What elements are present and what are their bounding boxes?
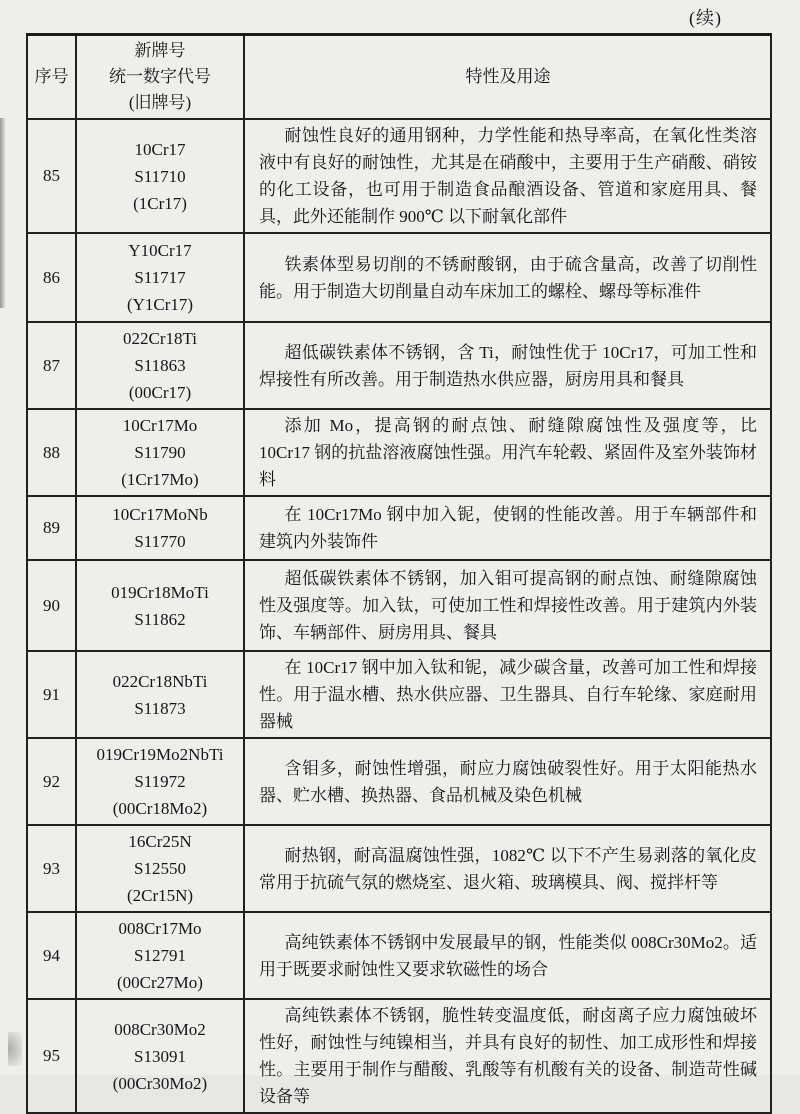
row-no: 94 <box>27 912 76 999</box>
row-no: 91 <box>27 651 76 738</box>
desc-paragraph: 耐蚀性良好的通用钢种，力学性能和热导率高，在氧化性类溶液中有良好的耐蚀性，尤其是在硝酸中，主要用于生产硝酸、硝铵的化工设备，也可用于制造食品酿酒设备、管道和家庭用具、餐具，此外还能制作 900℃ 以下耐氧化部件 <box>259 126 757 226</box>
row-desc <box>244 912 771 999</box>
grade-new: 10Cr17Mo <box>122 416 198 435</box>
continued-label: (续) <box>689 8 722 28</box>
row-desc <box>244 999 771 1113</box>
row-no: 90 <box>27 560 76 651</box>
row-grade <box>76 119 244 233</box>
table-row <box>27 999 771 1113</box>
row-no: 87 <box>27 322 76 409</box>
row-grade <box>76 999 244 1113</box>
grade-old: (00Cr30Mo2) <box>112 1073 208 1093</box>
grade-code: S13091 <box>134 1046 186 1066</box>
grade-code: S11873 <box>134 698 186 718</box>
table-row <box>27 825 771 912</box>
grade-code: S11770 <box>134 532 186 551</box>
grade-new: 10Cr17 <box>134 139 186 159</box>
steel-grades-table <box>26 33 772 1114</box>
row-no: 85 <box>27 119 76 233</box>
grade-new: 008Cr30Mo2 <box>114 1019 206 1039</box>
row-no: 95 <box>27 999 76 1113</box>
grade-code: S11862 <box>134 609 186 629</box>
row-grade <box>76 322 244 409</box>
grade-code: S12550 <box>134 859 186 878</box>
row-desc <box>244 409 771 496</box>
row-grade <box>76 560 244 651</box>
desc-paragraph: 在 10Cr17 钢中加入钛和铌，减少碳含量，改善可加工性和焊接性。用于温水槽、热水供应器、卫生器具、自行车轮缘、家庭耐用器械 <box>259 658 757 731</box>
table-row <box>27 409 771 496</box>
desc-paragraph: 高纯铁素体不锈钢中发展最早的钢，性能类似 008Cr30Mo2。适用于既要求耐蚀性又要求软磁性的场合 <box>259 932 757 979</box>
row-desc <box>244 651 771 738</box>
grade-new: 008Cr17Mo <box>118 919 202 938</box>
table-row <box>27 912 771 999</box>
row-grade <box>76 651 244 738</box>
grade-old: (00Cr18Mo2) <box>112 799 208 818</box>
grade-code: S11710 <box>134 166 186 186</box>
grade-new: 022Cr18Ti <box>122 329 197 348</box>
grade-old: (00Cr17) <box>128 383 192 402</box>
grade-old: (1Cr17) <box>133 193 187 213</box>
table-row <box>27 738 771 825</box>
row-no: 93 <box>27 825 76 912</box>
table-row <box>27 233 771 322</box>
table-header-row <box>27 35 771 120</box>
header-grade-line2: 统一数字代号 <box>109 67 211 86</box>
header-grade <box>76 35 244 120</box>
grade-code: S11717 <box>134 268 186 287</box>
table-row <box>27 322 771 409</box>
table-row <box>27 496 771 560</box>
row-no: 89 <box>27 496 76 560</box>
row-desc <box>244 322 771 409</box>
desc-paragraph: 超低碳铁素体不锈钢，加入钼可提高钢的耐点蚀、耐缝隙腐蚀性及强度等。加入钛，可使加工性和焊接性改善。用于建筑内外装饰、车辆部件、厨房用具、餐具 <box>259 569 757 642</box>
row-grade <box>76 738 244 825</box>
row-desc <box>244 119 771 233</box>
row-desc <box>244 496 771 560</box>
desc-paragraph: 高纯铁素体不锈钢，脆性转变温度低，耐卤离子应力腐蚀破坏性好，耐蚀性与纯镍相当，并具有良好的韧性、加工成形性和焊接性。主要用于制作与醋酸、乳酸等有机酸有关的设备、制造苛性碱设备等 <box>259 1006 757 1106</box>
header-grade-line3: (旧牌号) <box>128 93 192 112</box>
grade-new: 019Cr19Mo2NbTi <box>96 745 224 764</box>
row-grade <box>76 496 244 560</box>
row-grade <box>76 409 244 496</box>
row-grade <box>76 825 244 912</box>
desc-paragraph: 在 10Cr17Mo 钢中加入铌，使钢的性能改善。用于车辆部件和建筑内外装饰件 <box>259 505 757 551</box>
grade-code: S11972 <box>134 772 186 791</box>
desc-paragraph: 耐热钢，耐高温腐蚀性强，1082℃ 以下不产生易剥落的氧化皮常用于抗硫气氛的燃烧室、退火箱、玻璃模具、阀、搅拌杆等 <box>259 845 757 892</box>
table-row <box>27 119 771 233</box>
grade-new: Y10Cr17 <box>128 241 192 260</box>
table-row <box>27 651 771 738</box>
row-desc <box>244 738 771 825</box>
table-row <box>27 560 771 651</box>
grade-code: S11790 <box>134 443 186 462</box>
grade-code: S12791 <box>134 946 186 965</box>
row-desc <box>244 560 771 651</box>
grade-new: 019Cr18MoTi <box>111 582 209 602</box>
row-grade <box>76 912 244 999</box>
desc-paragraph: 含钼多，耐蚀性增强，耐应力腐蚀破裂性好。用于太阳能热水器、贮水槽、换热器、食品机械及染色机械 <box>259 758 757 805</box>
row-desc <box>244 825 771 912</box>
grade-old: (2Cr15N) <box>126 886 194 905</box>
row-no: 92 <box>27 738 76 825</box>
desc-paragraph: 超低碳铁素体不锈钢，含 Ti，耐蚀性优于 10Cr17，可加工性和焊接性有所改善。用于制造热水供应器，厨房用具和餐具 <box>259 342 757 389</box>
scan-edge-artifact <box>0 118 6 308</box>
header-grade-line1: 新牌号 <box>134 41 186 60</box>
scan-corner-artifact <box>8 1032 22 1066</box>
grade-old: (00Cr27Mo) <box>117 973 203 992</box>
grade-old: (Y1Cr17) <box>126 295 194 314</box>
row-grade <box>76 233 244 322</box>
header-no: 序号 <box>27 35 76 120</box>
grade-new: 16Cr25N <box>128 832 192 851</box>
grade-new: 10Cr17MoNb <box>112 505 208 524</box>
grade-old: (1Cr17Mo) <box>121 470 199 489</box>
desc-paragraph: 铁素体型易切削的不锈耐酸钢，由于硫含量高，改善了切削性能。用于制造大切削量自动车床加工的螺栓、螺母等标准件 <box>259 254 757 301</box>
row-no: 88 <box>27 409 76 496</box>
grade-code: S11863 <box>134 356 186 375</box>
desc-paragraph: 添加 Mo，提高钢的耐点蚀、耐缝隙腐蚀性及强度等，比 10Cr17 钢的抗盐溶液腐蚀性强。用汽车轮毂、紧固件及室外装饰材料 <box>259 416 757 489</box>
header-desc: 特性及用途 <box>244 35 771 120</box>
row-no: 86 <box>27 233 76 322</box>
grade-new: 022Cr18NbTi <box>112 671 208 691</box>
row-desc <box>244 233 771 322</box>
